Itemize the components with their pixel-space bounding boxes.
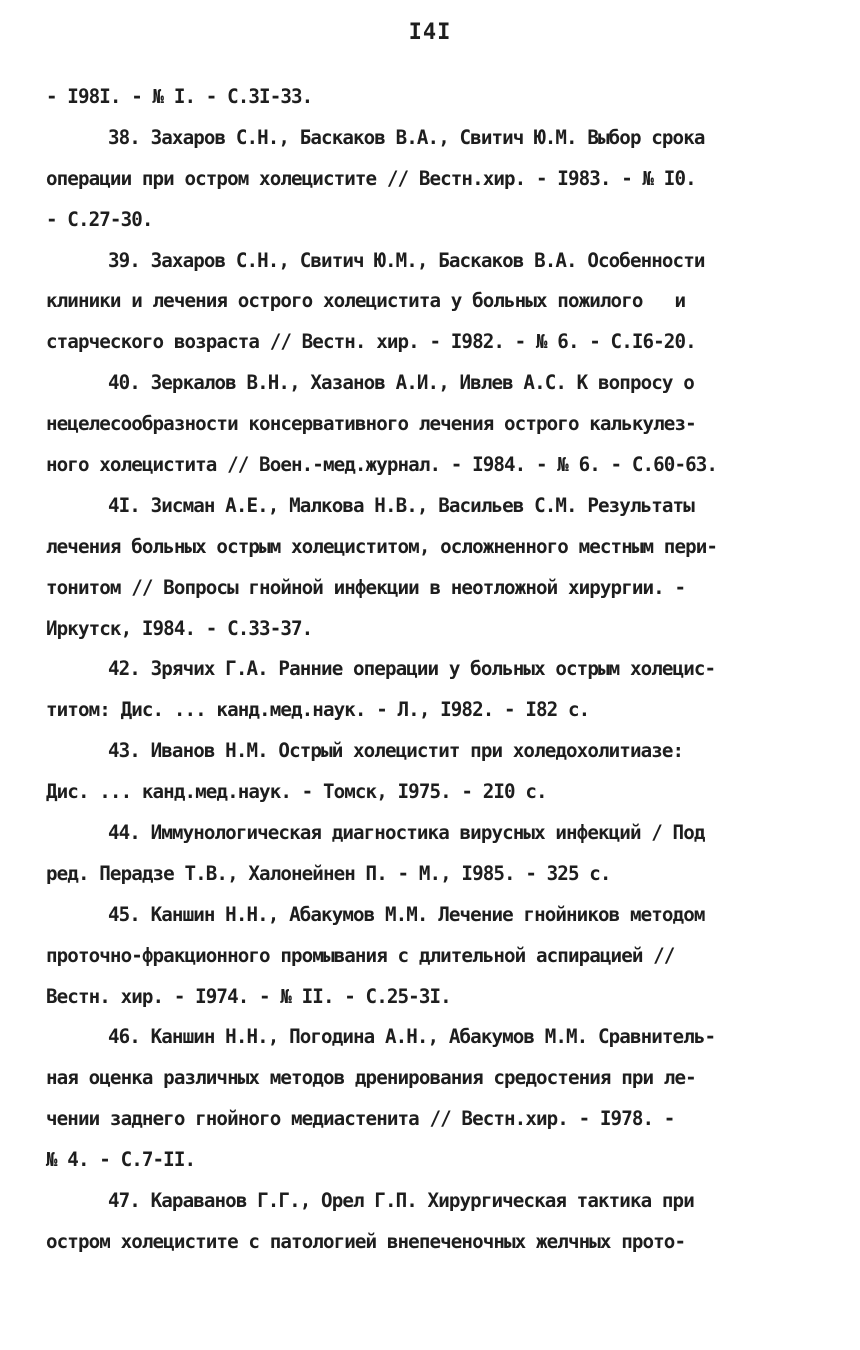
reference-entry-start: 46. Каншин Н.Н., Погодина А.Н., Абакумов М.М. Сравнитель-: [108, 1025, 716, 1049]
reference-line: № 4. - С.7-II.: [46, 1148, 196, 1172]
reference-entry-start: 45. Каншин Н.Н., Абакумов М.М. Лечение гнойников методом: [108, 902, 705, 926]
reference-entry-start: 43. Иванов Н.М. Острый холецистит при холедохолитиазе:: [108, 739, 684, 763]
reference-line: лечения больных острым холециститом, осложненного местным пери-: [46, 534, 718, 558]
reference-line: Иркутск, I984. - С.33-37.: [46, 616, 313, 640]
reference-line: операции при остром холецистите // Вестн.хир. - I983. - № I0.: [46, 166, 696, 190]
reference-entry-start: 4I. Зисман А.Е., Малкова Н.В., Васильев С.М. Результаты: [108, 493, 694, 517]
reference-line: клиники и лечения острого холецистита у больных пожилого и: [46, 289, 686, 313]
reference-line: нецелесообразности консервативного лечения острого калькулез-: [46, 412, 696, 436]
reference-line: остром холецистите с патологией внепеченочных желчных прото-: [46, 1229, 686, 1253]
reference-line: Вестн. хир. - I974. - № II. - С.25-3I.: [46, 984, 451, 1008]
reference-entry-start: 39. Захаров С.Н., Свитич Ю.М., Баскаков В.А. Особенности: [108, 248, 705, 272]
references-text: [46, 80, 826, 1266]
reference-line: ред. Перадзе Т.В., Халонейнен П. - М., I985. - 325 с.: [46, 861, 611, 885]
reference-entry-start: 42. Зрячих Г.А. Ранние операции у больных острым холецис-: [108, 657, 716, 681]
reference-line: ная оценка различных методов дренирования средостения при ле-: [46, 1066, 696, 1090]
reference-line: старческого возраста // Вестн. хир. - I982. - № 6. - С.I6-20.: [46, 330, 696, 354]
reference-entry-start: 38. Захаров С.Н., Баскаков В.А., Свитич Ю.М. Выбор срока: [108, 125, 705, 149]
reference-entry-start: 44. Иммунологическая диагностика вирусных инфекций / Под: [108, 821, 705, 845]
reference-line: - С.27-30.: [46, 207, 153, 231]
page-number: I4I: [408, 20, 452, 45]
reference-entry-start: 47. Караванов Г.Г., Орел Г.П. Хирургическая тактика при: [108, 1189, 694, 1213]
reference-line: тонитом // Вопросы гнойной инфекции в неотложной хирургии. -: [46, 575, 686, 599]
reference-line: - I98I. - № I. - С.3I-33.: [46, 85, 313, 108]
reference-line: чении заднего гнойного медиастенита // Вестн.хир. - I978. -: [46, 1107, 675, 1131]
reference-line: титом: Дис. ... канд.мед.наук. - Л., I982. - I82 с.: [46, 698, 590, 722]
reference-line: проточно-фракционного промывания с длительной аспирацией //: [46, 943, 675, 967]
reference-line: ного холецистита // Воен.-мед.журнал. - I984. - № 6. - С.60-63.: [46, 453, 718, 477]
reference-entry-start: 40. Зеркалов В.Н., Хазанов А.И., Ивлев А.С. К вопросу о: [108, 371, 694, 395]
reference-line: Дис. ... канд.мед.наук. - Томск, I975. - 2I0 с.: [46, 780, 547, 804]
